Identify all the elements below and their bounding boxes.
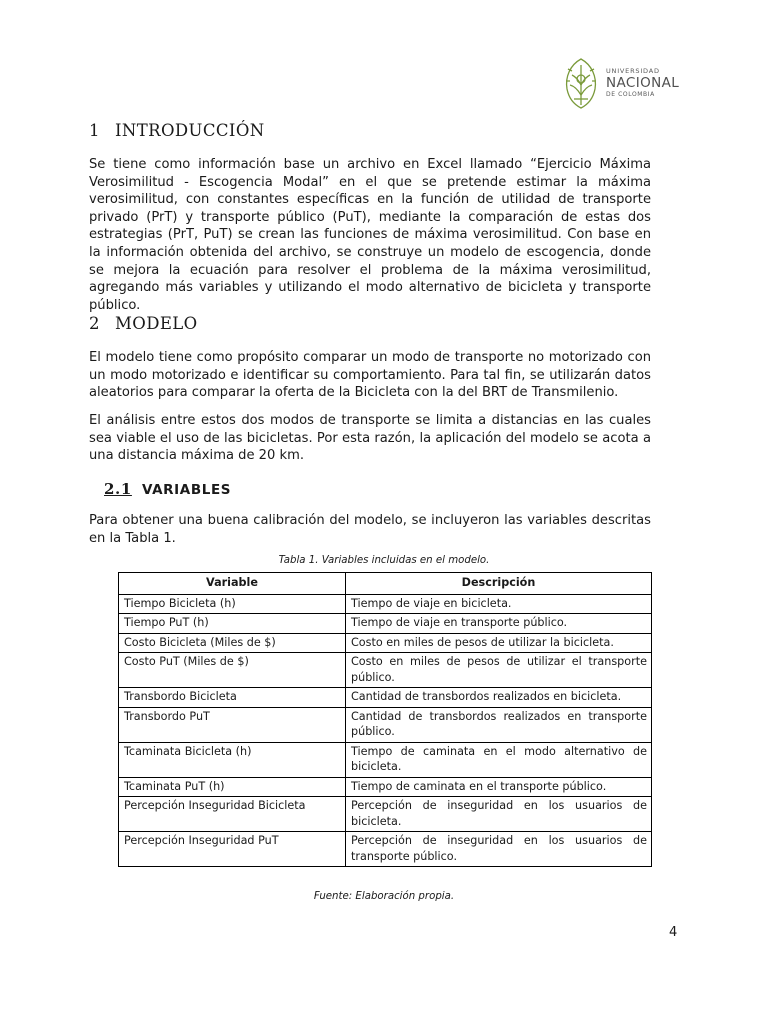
table-row xyxy=(119,797,652,832)
table-header-description: Descripción xyxy=(346,573,652,595)
table-cell-variable: Percepción Inseguridad PuT xyxy=(119,832,346,867)
table-cell-variable: Tcaminata Bicicleta (h) xyxy=(119,742,346,777)
table-cell-description: Tiempo de viaje en transporte público. xyxy=(346,614,652,634)
table-row xyxy=(119,633,652,653)
table-cell-description: Costo en miles de pesos de utilizar la bicicleta. xyxy=(346,633,652,653)
table-row xyxy=(119,653,652,688)
table-caption: Tabla 1. Variables incluidas en el modelo. xyxy=(278,555,490,566)
table-cell-variable: Tiempo PuT (h) xyxy=(119,614,346,634)
section-2-1-heading xyxy=(104,480,231,498)
table-cell-variable: Transbordo Bicicleta xyxy=(119,688,346,708)
section-2-paragraph-2: El análisis entre estos dos modos de transporte se limita a distancias en las cuales sea viable el uso de las bicicletas. Por esta razón, la aplicación del modelo se acota a una distancia máxima de 20 km. xyxy=(89,413,651,464)
table-cell-description: Percepción de inseguridad en los usuarios de bicicleta. xyxy=(346,797,652,832)
table-row xyxy=(119,688,652,708)
table-cell-variable: Transbordo PuT xyxy=(119,707,346,742)
table-source: Fuente: Elaboración propia. xyxy=(313,891,455,902)
section-2-number: 2 xyxy=(89,314,100,333)
table-cell-description: Costo en miles de pesos de utilizar el transporte público. xyxy=(346,653,652,688)
variables-table xyxy=(118,572,652,867)
table-cell-variable: Percepción Inseguridad Bicicleta xyxy=(119,797,346,832)
table-cell-description: Percepción de inseguridad en los usuarios de transporte público. xyxy=(346,832,652,867)
university-seal-icon xyxy=(560,55,602,111)
logo-line-2: NACIONAL xyxy=(606,74,680,91)
section-2-1-paragraph: Para obtener una buena calibración del modelo, se incluyeron las variables descritas en la Tabla 1. xyxy=(89,513,651,546)
table-cell-description: Tiempo de caminata en el modo alternativo de bicicleta. xyxy=(346,742,652,777)
section-1-heading xyxy=(89,121,265,140)
section-2-paragraph-1: El modelo tiene como propósito comparar un modo de transporte no motorizado con un modo motorizado e identificar su comportamiento. Para tal fin, se utilizarán datos aleatorios para comparar la oferta de la Bicicleta con la del BRT de Transmilenio. xyxy=(89,350,651,401)
table-cell-description: Tiempo de caminata en el transporte público. xyxy=(346,777,652,797)
page-number: 4 xyxy=(669,925,678,940)
university-logo xyxy=(560,55,690,115)
table-cell-description: Cantidad de transbordos realizados en transporte público. xyxy=(346,707,652,742)
table-cell-variable: Costo PuT (Miles de $) xyxy=(119,653,346,688)
table-row xyxy=(119,707,652,742)
section-1-number: 1 xyxy=(89,121,100,140)
table-row xyxy=(119,594,652,614)
section-1-paragraph: Se tiene como información base un archivo en Excel llamado “Ejercicio Máxima Verosimilitud - Escogencia Modal” en el que se pretende estimar la máxima verosimilitud, con constantes específicas en la función de utilidad de transporte privado (PrT) y transporte público (PuT), mediante la comparación de estas dos estrategias (PrT, PuT) se crean las funciones de máxima verosimilitud. Con base en la información obtenida del archivo, se construye un modelo de escogencia, donde se mejora la ecuación para resolver el problema de la máxima verosimilitud, agregando más variables y utilizando el modo alternativo de bicicleta y transporte público. xyxy=(89,157,651,313)
table-cell-description: Tiempo de viaje en bicicleta. xyxy=(346,594,652,614)
table-cell-description: Cantidad de transbordos realizados en bicicleta. xyxy=(346,688,652,708)
table-header-variable: Variable xyxy=(119,573,346,595)
table-cell-variable: Costo Bicicleta (Miles de $) xyxy=(119,633,346,653)
table-row xyxy=(119,742,652,777)
logo-line-3: DE COLOMBIA xyxy=(606,91,655,98)
logo-line-1: UNIVERSIDAD xyxy=(606,67,660,75)
table-row xyxy=(119,832,652,867)
section-2-1-title: VARIABLES xyxy=(142,482,232,498)
table-row xyxy=(119,777,652,797)
section-1-title: INTRODUCCIÓN xyxy=(115,121,265,140)
table-header-row xyxy=(119,573,652,595)
table-cell-variable: Tcaminata PuT (h) xyxy=(119,777,346,797)
table-cell-variable: Tiempo Bicicleta (h) xyxy=(119,594,346,614)
section-2-heading xyxy=(89,314,198,333)
section-2-title: MODELO xyxy=(115,314,198,333)
table-row xyxy=(119,614,652,634)
section-2-1-number: 2.1 xyxy=(104,480,132,498)
